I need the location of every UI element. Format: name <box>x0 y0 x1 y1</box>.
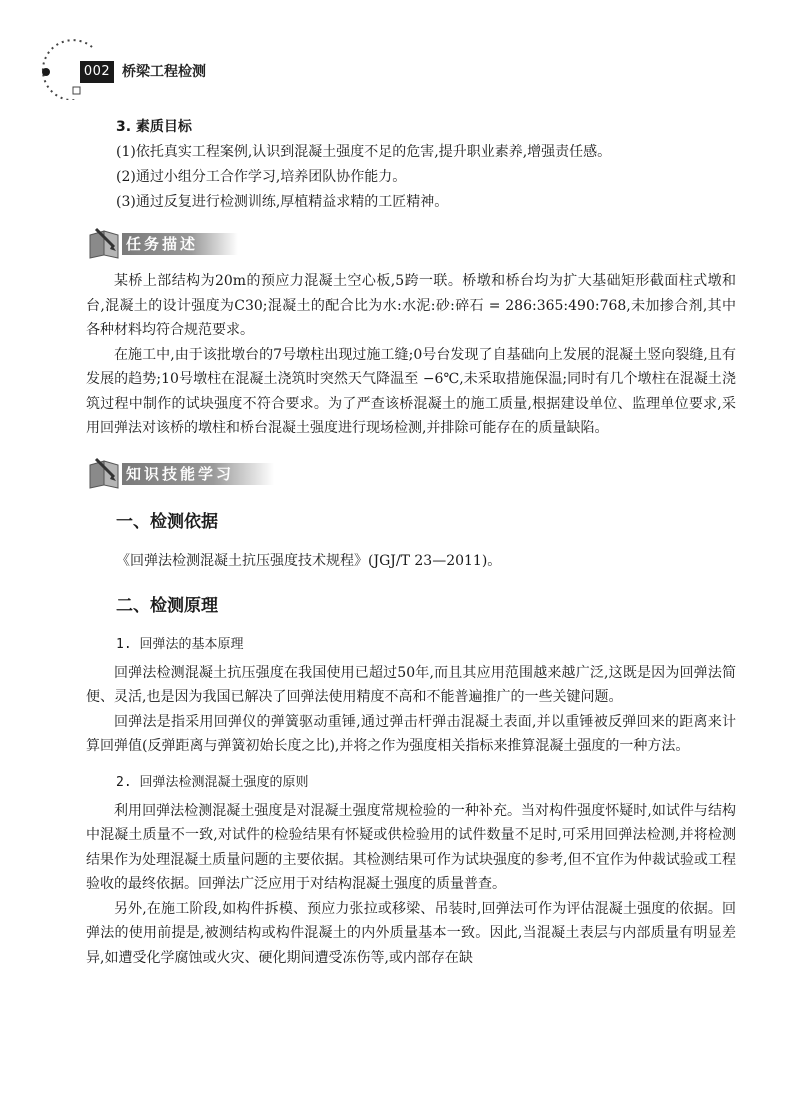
task-banner-label: 任务描述 <box>122 233 238 255</box>
book-icon <box>86 225 126 261</box>
bullet-dot-icon <box>42 68 50 76</box>
body-paragraph: 回弹法检测混凝土抗压强度在我国使用已超过50年,而且其应用范围越来越广泛,这既是因为回弹法简便、灵活,也是因为我国已解决了回弹法使用精度不高和不能普遍推广的一些关键问题。 <box>86 664 736 705</box>
subsection-title: 1. 回弹法的基本原理 <box>116 636 244 652</box>
knowledge-banner <box>86 455 736 491</box>
knowledge-banner-label: 知识技能学习 <box>122 463 274 485</box>
task-banner <box>86 225 736 261</box>
task-paragraph: 在施工中,由于该批墩台的7号墩柱出现过施工缝;0号台发现了自基础向上发展的混凝土竖向裂缝,且有发展的趋势;10号墩柱在混凝土浇筑时突然天气降温至 −6℃,未采取措施保温;同时有几个墩柱在混凝土浇筑过程中制作的试块强度不符合要求。为了严查该桥混凝土的施工质量,根据建设单位、监理单位要求,采用回弹法对该桥的墩柱和桥台混凝土强度进行现场检测,并排除可能存在的质量缺陷。 <box>86 346 736 436</box>
small-square-icon <box>73 87 80 94</box>
goals-heading: 3. 素质目标 <box>116 119 192 135</box>
goal-item: (2)通过小组分工合作学习,培养团队协作能力。 <box>116 169 407 185</box>
header-ornament <box>0 0 120 100</box>
body-paragraph: 回弹法是指采用回弹仪的弹簧驱动重锤,通过弹击杆弹击混凝土表面,并以重锤被反弹回来的距离来计算回弹值(反弹距离与弹簧初始长度之比),并将之作为强度相关指标来推算混凝土强度的一种方法。 <box>86 713 736 754</box>
book-title: 桥梁工程检测 <box>122 64 206 80</box>
body-paragraph: 利用回弹法检测混凝土强度是对混凝土强度常规检验的一种补充。当对构件强度怀疑时,如试件与结构中混凝土质量不一致,对试件的检验结果有怀疑或供检验用的试件数量不足时,可采用回弹法检测,并将检测结果作为处理混凝土质量问题的主要依据。其检测结果可作为试块强度的参考,但不宜作为仲裁试验或工程验收的最终依据。回弹法广泛应用于对结构混凝土强度的质量普查。 <box>86 802 736 892</box>
section-title: 一、检测依据 <box>116 511 218 532</box>
body-paragraph: 另外,在施工阶段,如构件拆模、预应力张拉或移梁、吊装时,回弹法可作为评估混凝土强度的依据。回弹法的使用前提是,被测结构或构件混凝土的内外质量基本一致。因此,当混凝土表层与内部质量有明显差异,如遭受化学腐蚀或火灾、硬化期间遭受冻伤等,或内部存在缺 <box>86 900 736 966</box>
goal-item: (3)通过反复进行检测训练,厚植精益求精的工匠精神。 <box>116 194 449 210</box>
task-paragraph: 某桥上部结构为20m的预应力混凝土空心板,5跨一联。桥墩和桥台均为扩大基础矩形截面柱式墩和台,混凝土的设计强度为C30;混凝土的配合比为水:水泥:砂:碎石 = 286:365:490:768,未加掺合剂,其中各种材料均符合规范要求。 <box>86 273 736 338</box>
page-header <box>0 0 790 100</box>
book-icon <box>86 455 126 491</box>
page-content <box>86 114 736 970</box>
page-number: 002 <box>80 61 114 83</box>
subsection-title: 2. 回弹法检测混凝土强度的原则 <box>116 774 309 790</box>
goal-item: (1)依托真实工程案例,认识到混凝土强度不足的危害,提升职业素养,增强责任感。 <box>116 144 612 160</box>
standard-reference: 《回弹法检测混凝土抗压强度技术规程》(JGJ/T 23—2011)。 <box>116 552 502 569</box>
section-title: 二、检测原理 <box>116 595 218 616</box>
